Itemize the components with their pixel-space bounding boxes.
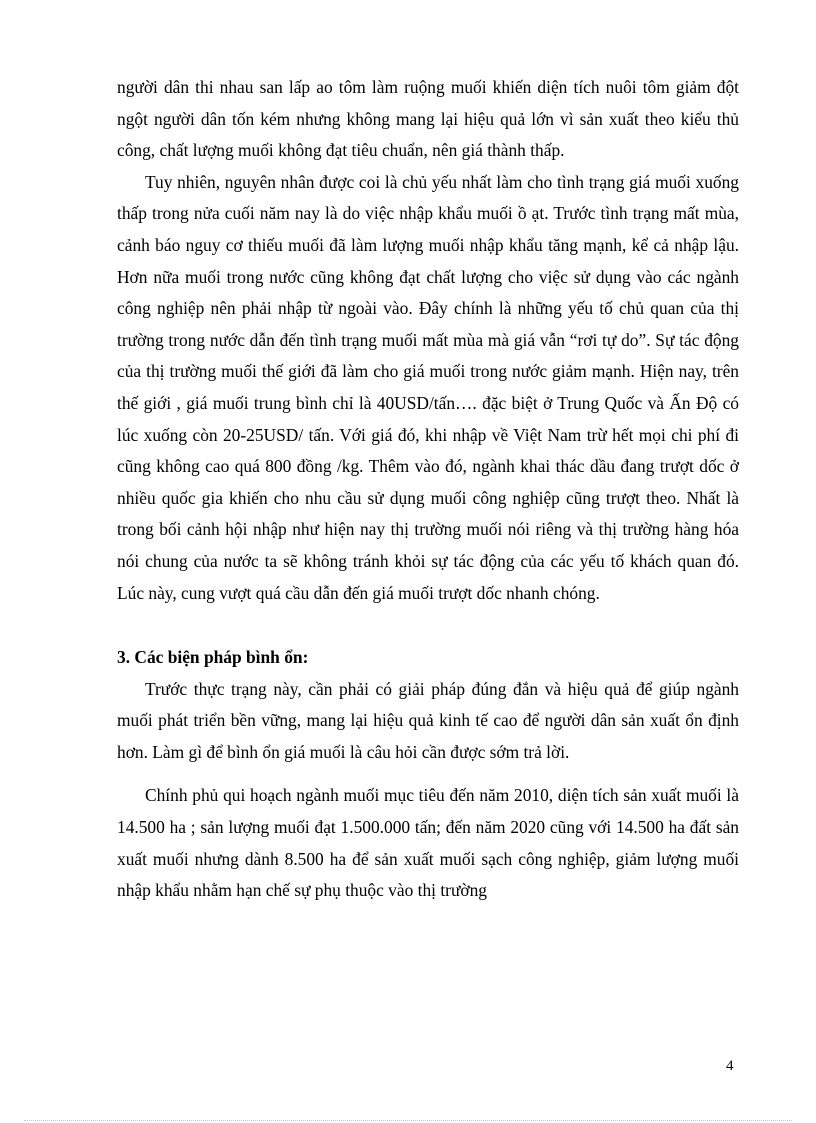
paragraph-continuation: người dân thi nhau san lấp ao tôm làm ruộng muối khiến diện tích nuôi tôm giảm đột ngột người dân tốn kém nhưng không mang lại hiệu quả lớn vì sản xuất theo kiểu thủ công, chất lượng muối không đạt tiêu chuẩn, nên giá thành thấp. bbox=[117, 77, 739, 161]
document-body bbox=[117, 72, 739, 907]
page-number: 4 bbox=[726, 1058, 734, 1074]
paragraph-causes: Tuy nhiên, nguyên nhân được coi là chủ yếu nhất làm cho tình trạng giá muối xuống thấp trong nửa cuối năm nay là do việc nhập khẩu muối ồ ạt. Trước tình trạng mất mùa, cảnh báo nguy cơ thiếu muối đã làm lượng muối nhập khẩu tăng mạnh, kể cả nhập lậu. Hơn nữa muối trong nước cũng không đạt chất lượng cho việc sử dụng vào các ngành công nghiệp nên phải nhập từ ngoài vào. Đây chính là những yếu tố chủ quan của thị trường trong nước dẫn đến tình trạng muối mất mùa mà giá vẫn “rơi tự do”. Sự tác động của thị trường muối thế giới đã làm cho giá muối trong nước giảm mạnh. Hiện nay, trên thế giới , giá muối trung bình chỉ là 40USD/tấn…. đặc biệt ở Trung Quốc và Ấn Độ có lúc xuống còn 20-25USD/ tấn. Với giá đó, khi nhập về Việt Nam trừ hết mọi chi phí đi cũng không cao quá 800 đồng /kg. Thêm vào đó, ngành khai thác dầu đang trượt dốc ở nhiều quốc gia khiến cho nhu cầu sử dụng muối công nghiệp cũng trượt theo. Nhất là trong bối cảnh hội nhập như hiện nay thị trường muối nói riêng và thị trường hàng hóa nói chung của nước ta sẽ không tránh khỏi sự tác động của các yếu tố khách quan đó. Lúc này, cung vượt quá cầu dẫn đến giá muối trượt dốc nhanh chóng. bbox=[117, 171, 739, 603]
paragraph-government-plan: Chính phủ qui hoạch ngành muối mục tiêu đến năm 2010, diện tích sản xuất muối là 14.500 ha ; sản lượng muối đạt 1.500.000 tấn; đến năm 2020 cũng với 14.500 ha đất sản xuất muối nhưng dành 8.500 ha để sản xuất muối sạch công nghiệp, giảm lượng muối nhập khẩu nhằm hạn chế sự phụ thuộc vào thị trường bbox=[117, 785, 739, 901]
paragraph-solutions-intro: Trước thực trạng này, cần phải có giải pháp đúng đắn và hiệu quả để giúp ngành muối phát triển bền vững, mang lại hiệu quả kinh tế cao để người dân sản xuất ổn định hơn. Làm gì để bình ổn giá muối là câu hỏi cần được sớm trả lời. bbox=[117, 678, 739, 762]
page-bottom-divider bbox=[24, 1120, 792, 1121]
section-heading: 3. Các biện pháp bình ổn: bbox=[117, 647, 309, 668]
